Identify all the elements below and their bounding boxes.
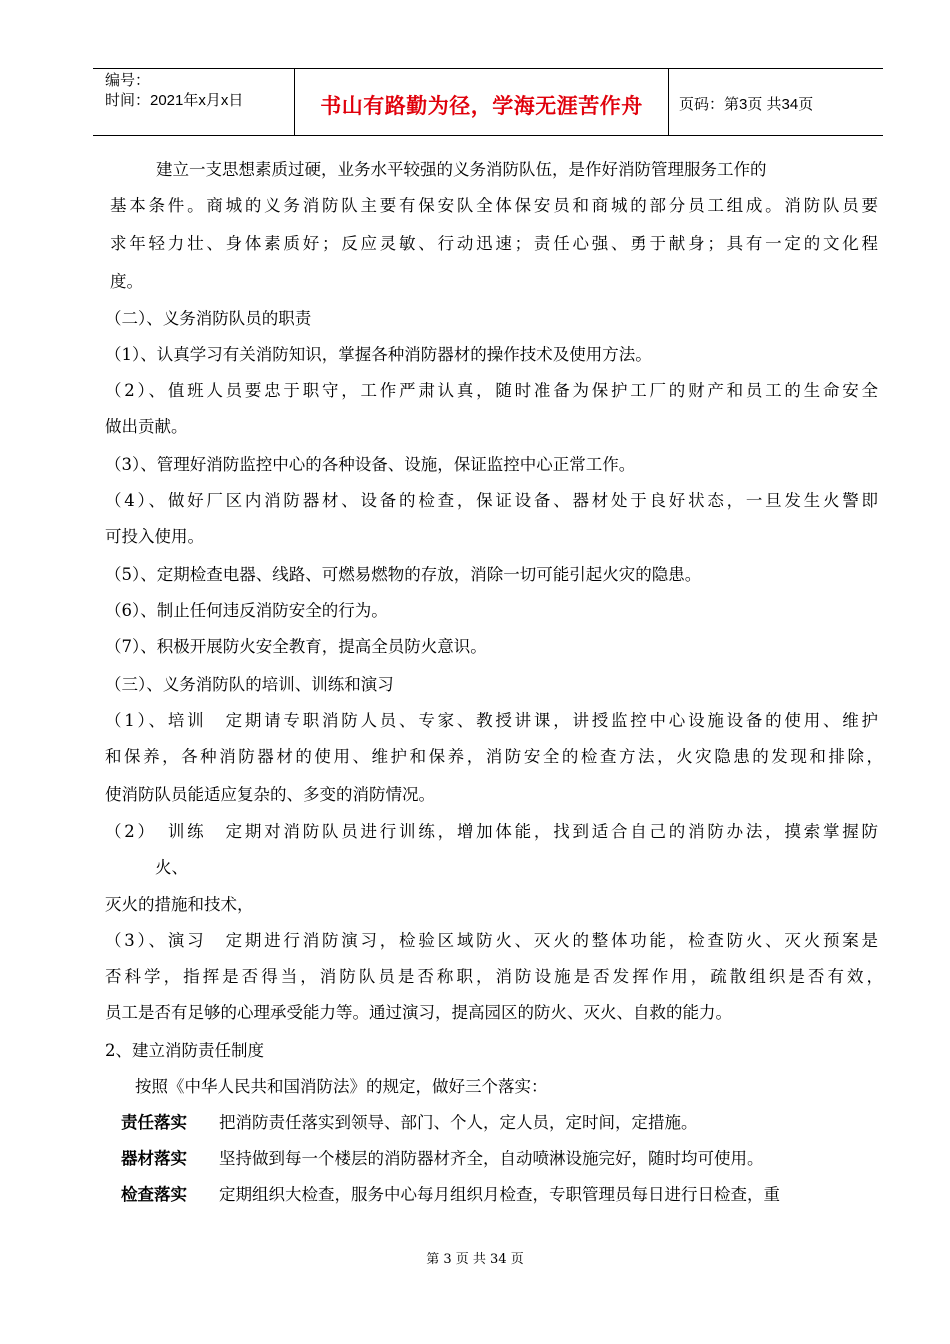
paragraph-line: （1）、培训 定期请专职消防人员、专家、教授讲课，讲授监控中心设施设备的使用、维护	[105, 711, 878, 730]
section-heading: （二）、义务消防队员的职责	[105, 309, 312, 328]
paragraph-line: 员工是否有足够的心理承受能力等。通过演习，提高园区的防火、灭火、自救的能力。	[105, 1003, 732, 1022]
header-motto-cell	[295, 69, 669, 135]
document-time-label: 时间：2021年x月x日	[105, 92, 244, 109]
paragraph-line: 和保养，各种消防器材的使用、维护和保养，消防安全的检查方法，火灾隐患的发现和排除，	[105, 747, 883, 766]
page-header	[93, 68, 883, 136]
section-heading: 2、建立消防责任制度	[105, 1041, 264, 1060]
paragraph-line: 灭火的措施和技术，	[105, 895, 254, 914]
paragraph-line: （6）、制止任何违反消防安全的行为。	[105, 601, 388, 620]
paragraph-line: 可投入使用。	[105, 527, 204, 546]
paragraph-line: 建立一支思想素质过硬，业务水平较强的义务消防队伍，是作好消防管理服务工作的	[156, 160, 767, 179]
term-text: 坚持做到每一个楼层的消防器材齐全，自动喷淋设施完好，随时均可使用。	[219, 1149, 764, 1168]
header-page-info: 页码：第3页 共34页	[679, 96, 814, 113]
term-label: 检查落实	[121, 1185, 187, 1204]
paragraph-line: （5）、定期检查电器、线路、可燃易燃物的存放，消除一切可能引起火灾的隐患。	[105, 565, 702, 584]
paragraph-line: 使消防队员能适应复杂的、多变的消防情况。	[105, 785, 435, 804]
term-line	[121, 1112, 698, 1134]
document-number-label: 编号：	[105, 72, 151, 89]
section-heading: （三）、义务消防队的培训、训练和演习	[105, 675, 394, 694]
page-footer: 第 3 页 共 34 页	[426, 1252, 524, 1267]
paragraph-line: 做出贡献。	[105, 417, 188, 436]
paragraph-line: （2） 训练 定期对消防队员进行训练，增加体能，找到适合自己的消防办法，摸索掌握防	[105, 822, 878, 841]
paragraph-line: （7）、积极开展防火安全教育，提高全员防火意识。	[105, 637, 487, 656]
paragraph-line: 火、	[155, 858, 188, 877]
paragraph-line: 度。	[110, 272, 143, 291]
term-label: 器材落实	[121, 1149, 187, 1168]
header-meta-cell	[93, 69, 295, 135]
term-line	[121, 1184, 780, 1206]
term-label: 责任落实	[121, 1113, 187, 1132]
paragraph-line: （2）、值班人员要忠于职守，工作严肃认真，随时准备为保护工厂的财产和员工的生命安全	[105, 381, 878, 400]
paragraph-line: 求年轻力壮、身体素质好；反应灵敏、行动迅速；责任心强、勇于献身；具有一定的文化程	[110, 234, 878, 253]
paragraph-line: （1）、认真学习有关消防知识，掌握各种消防器材的操作技术及使用方法。	[105, 345, 652, 364]
paragraph-line: 按照《中华人民共和国消防法》的规定，做好三个落实：	[135, 1077, 548, 1096]
term-text: 定期组织大检查，服务中心每月组织月检查，专职管理员每日进行日检查，重	[219, 1185, 780, 1204]
header-page-cell	[669, 69, 883, 135]
term-text: 把消防责任落实到领导、部门、个人，定人员，定时间，定措施。	[219, 1113, 698, 1132]
paragraph-line: （3）、演习 定期进行消防演习，检验区域防火、灭火的整体功能，检查防火、灭火预案是	[105, 931, 878, 950]
header-motto: 书山有路勤为径，学海无涯苦作舟	[320, 94, 643, 118]
paragraph-line: （3）、管理好消防监控中心的各种设备、设施，保证监控中心正常工作。	[105, 455, 636, 474]
paragraph-line: （4）、做好厂区内消防器材、设备的检查，保证设备、器材处于良好状态，一旦发生火警即	[105, 491, 878, 510]
paragraph-line: 否科学，指挥是否得当，消防队员是否称职，消防设施是否发挥作用，疏散组织是否有效，	[105, 967, 883, 986]
paragraph-line: 基本条件。商城的义务消防队主要有保安队全体保安员和商城的部分员工组成。消防队员要	[110, 196, 878, 215]
term-line	[121, 1148, 764, 1170]
